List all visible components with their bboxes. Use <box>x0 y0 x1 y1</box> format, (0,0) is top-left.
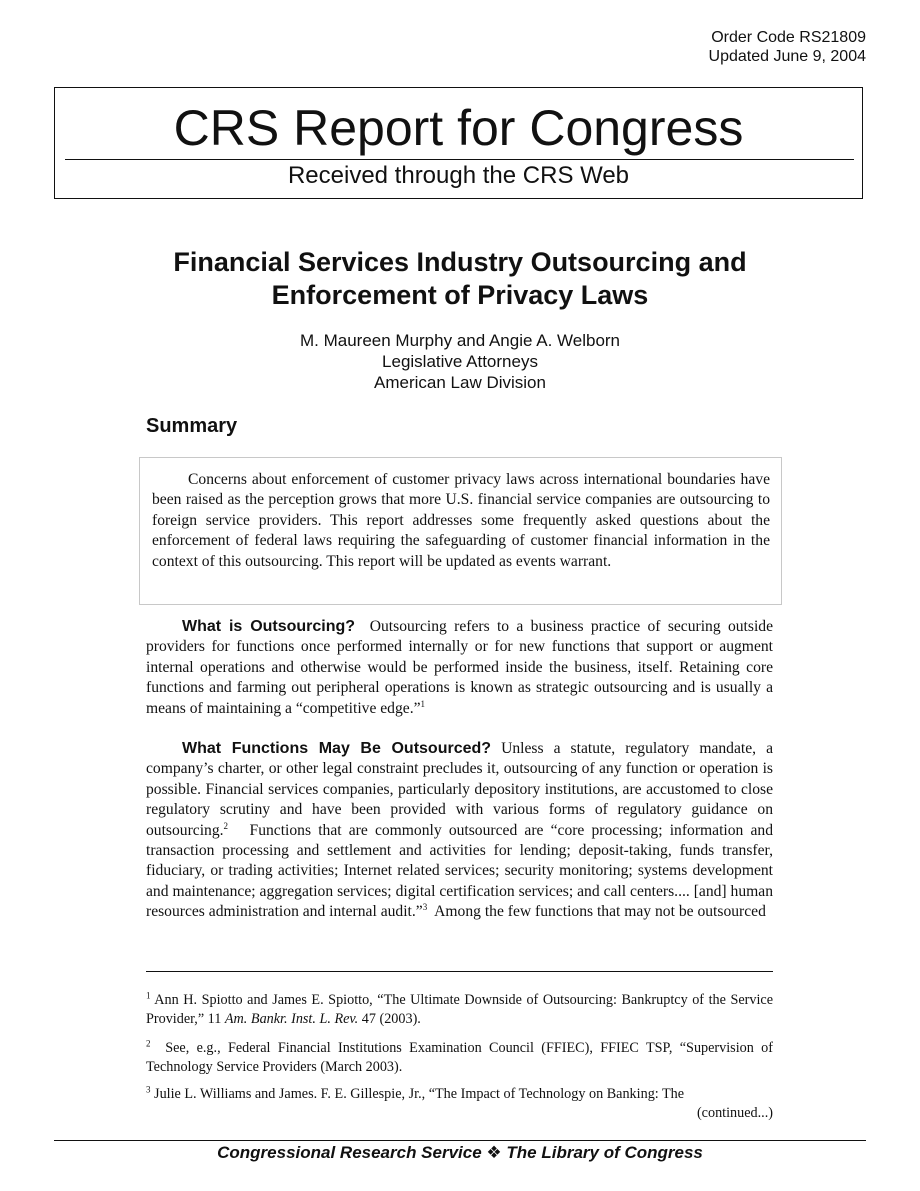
footnote-number: 2 <box>146 1038 151 1049</box>
banner-title: CRS Report for Congress <box>173 100 744 156</box>
banner-subtitle: Received through the CRS Web <box>287 162 630 189</box>
footer-org: Congressional Research Service <box>217 1143 482 1162</box>
footer-divider <box>54 1140 866 1141</box>
banner-divider <box>65 159 854 160</box>
footnote-divider <box>146 971 773 972</box>
footnote-3 <box>146 1085 773 1122</box>
footnote-number: 3 <box>146 1084 151 1095</box>
section-heading: What is Outsourcing? <box>182 618 356 635</box>
section-heading: What Functions May Be Outsourced? <box>182 740 492 757</box>
authors: M. Maureen Murphy and Angie A. Welborn <box>299 331 621 350</box>
author-role: Legislative Attorneys <box>382 352 538 371</box>
footnote-continued: (continued...) <box>696 1104 773 1121</box>
section-what-functions <box>146 739 773 923</box>
footnote-text: Ann H. Spiotto and James E. Spiotto, “The Ultimate Downside of Outsourcing: Bankruptcy of the Service Provider,” 11 <box>146 992 774 1027</box>
page-footer <box>0 1143 920 1163</box>
report-title-line2: Enforcement of Privacy Laws <box>271 280 649 310</box>
section-paragraph <box>146 617 773 719</box>
report-title <box>100 246 820 312</box>
section-what-is-outsourcing <box>146 617 773 719</box>
author-division: American Law Division <box>374 373 546 392</box>
footnote-text: Julie L. Williams and James. F. E. Gillespie, Jr., “The Impact of Technology on Banking: The <box>154 1086 685 1102</box>
footnote-ref[interactable]: 1 <box>420 698 426 709</box>
summary-box <box>139 457 782 605</box>
footnote-text-end: 47 (2003). <box>358 1010 421 1027</box>
section-paragraph <box>146 739 773 923</box>
report-banner <box>54 87 863 199</box>
updated-date: Updated June 9, 2004 <box>708 48 866 65</box>
section-text: Outsourcing refers to a business practice of securing outside providers for functions once performed internally or for new functions that support or augment internal operations and otherwise would be performed inside the business, itself. Retaining core functions and farming out peripheral operations is known as strategic outsourcing and is usually a means of maintaining a “competitive edge.” <box>146 618 774 717</box>
footnote-ref[interactable]: 3 <box>422 902 428 913</box>
section-text-b: Functions that are commonly outsourced are “core processing; information and transaction processing and settlement and activities for lending; deposit-taking, funds transfer, fiduciary, or trading activities; Internet related services; security monitoring; systems development and maintenance; aggregation services; digital certification services; and call centers.... [and] human resources administration and internal audit.” <box>146 821 773 921</box>
footnote-text: See, e.g., Federal Financial Institutions Examination Council (FFIEC), FFIEC TSP, “Supervision of Technology Service Providers (March 2003). <box>146 1040 773 1075</box>
section-text-a: Unless a statute, regulatory mandate, a company’s charter, or other legal constraint precludes it, outsourcing of any function or operation is possible. Financial services companies, particularly depository institutions, are accustomed to close regulatory scrutiny and have been provided with various forms of regulatory guidance on outsourcing. <box>146 740 773 839</box>
footnote-number: 1 <box>146 990 151 1001</box>
footnote-ref[interactable]: 2 <box>223 820 229 831</box>
footnote-2 <box>146 1039 773 1076</box>
order-code: Order Code RS21809 <box>711 29 866 46</box>
summary-text: Concerns about enforcement of customer privacy laws across international boundaries have been raised as the perception grows that more U.S. financial service companies are outsourcing to foreign service providers. This report addresses some frequently asked questions about the enforcement of federal laws requiring the safeguarding of customer financial information in the context of this outsourcing. This report will be updated as events warrant. <box>152 471 770 570</box>
footnote-journal: Am. Bankr. Inst. L. Rev. <box>224 1010 359 1027</box>
diamond-separator-icon: ❖ <box>486 1143 502 1162</box>
summary-heading: Summary <box>146 415 238 437</box>
footer-library: The Library of Congress <box>506 1143 703 1162</box>
report-title-line1: Financial Services Industry Outsourcing and <box>173 247 747 277</box>
order-code-block <box>709 28 866 66</box>
section-text-c: Among the few functions that may not be outsourced <box>434 903 766 921</box>
author-block <box>160 330 760 393</box>
footnote-1 <box>146 991 773 1028</box>
